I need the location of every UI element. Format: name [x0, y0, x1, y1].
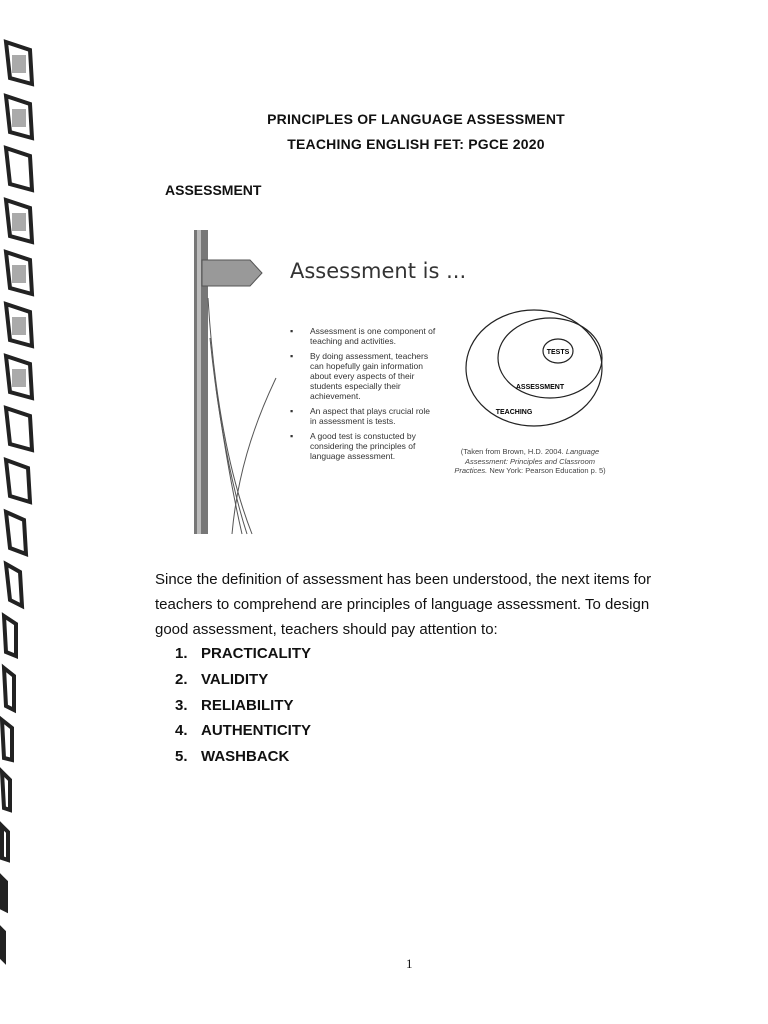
list-item	[175, 746, 311, 772]
list-item-number: 1.	[175, 645, 188, 662]
slide-title: Assessment is ...	[290, 259, 467, 283]
list-item-number: 2.	[175, 670, 188, 688]
slide-bullets	[287, 326, 437, 466]
slide-bullet: ▪ An aspect that plays crucial role in assessment is tests.	[287, 406, 437, 426]
citation-suffix: New York: Pearson Education p. 5)	[487, 466, 606, 475]
list-item-number: 5.	[175, 748, 188, 766]
document-title: PRINCIPLES OF LANGUAGE ASSESSMENT	[267, 111, 565, 127]
citation-title: Language Assessment: Principles and Classroom Practices.	[454, 447, 600, 475]
label-tests: TESTS	[546, 349, 570, 356]
list-item-number: 3.	[175, 696, 188, 714]
list-item-label: WASHBACK	[201, 748, 290, 766]
slide-figure	[192, 228, 642, 536]
slide-citation	[450, 447, 610, 476]
list-item-label: AUTHENTICITY	[201, 722, 311, 740]
label-teaching: TEACHING	[495, 409, 533, 416]
slide-bullet: ▪ Assessment is one component of teaching and activities.	[287, 326, 437, 346]
list-item-label: RELIABILITY	[201, 696, 294, 714]
principles-list	[175, 643, 311, 772]
list-item	[175, 643, 311, 669]
label-assessment: ASSESSMENT	[515, 384, 565, 391]
list-item	[175, 720, 311, 746]
list-item-label: VALIDITY	[201, 670, 269, 688]
list-item	[175, 669, 311, 695]
slide-bullet: ▪ By doing assessment, teachers can hopefully gain information about every aspects of their students especially their achievement.	[287, 351, 437, 401]
body-paragraph: Since the definition of assessment has been understood, the next items for teachers to comprehend are principles of language assessment. To design good assessment, teachers should pay attention to:	[155, 571, 652, 638]
list-item-number: 4.	[175, 722, 188, 740]
slide-bullet: ▪ A good test is constucted by considering the principles of language assessment.	[287, 431, 437, 461]
section-heading: ASSESSMENT	[165, 182, 262, 198]
list-item	[175, 695, 311, 721]
citation-prefix: (Taken from Brown, H.D. 2004.	[460, 447, 566, 456]
document-subtitle: TEACHING ENGLISH FET: PGCE 2020	[287, 136, 545, 152]
page-number: 1	[406, 956, 413, 971]
nested-circles-diagram	[462, 306, 612, 446]
list-item-label: PRACTICALITY	[201, 645, 311, 662]
spiral-binding	[0, 20, 44, 1020]
circle-teaching	[466, 310, 602, 426]
